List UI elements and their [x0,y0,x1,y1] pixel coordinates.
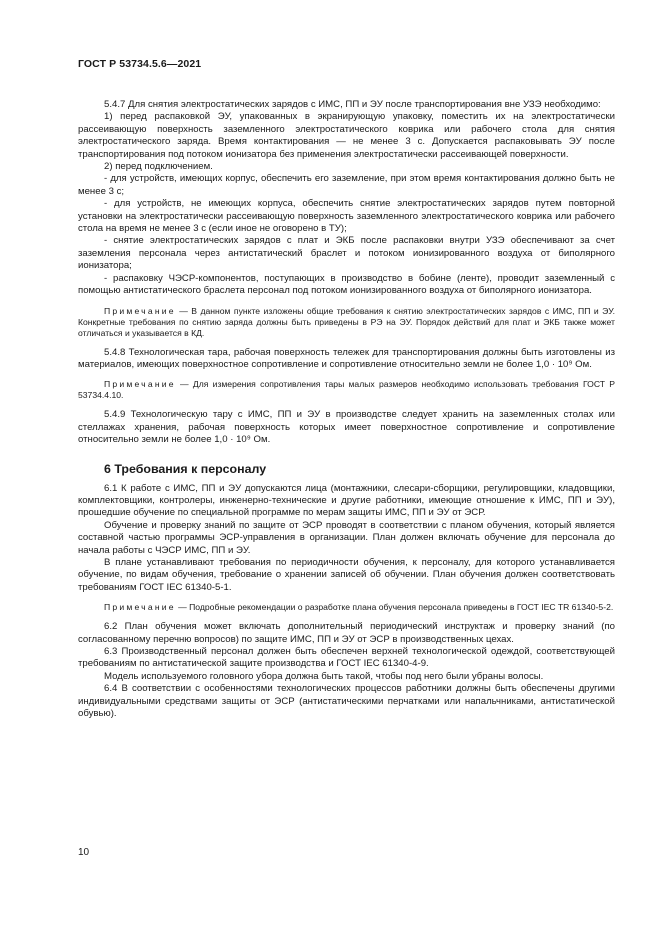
paragraph-training-plan: В плане устанавливают требования по периодичности обучения, к персоналу, для которого устанавливается обучение, по видам обучения, требование о хранении записей об обучении. План обучения должен соответствовать требованиям ГОСТ IEC 61340-5-1. [78,556,615,593]
document-header: ГОСТ Р 53734.5.6—2021 [78,58,202,70]
note-1 [78,306,615,339]
note-1-text: — В данном пункте изложены общие требования к снятию электростатических зарядов с ИМС, ПП и ЭУ. Конкретные требования по снятию заряда должны быть приведены в РЭ на ЭУ. Порядок действий для плат и ЭКБ также может отличаться и указывается в КД. [78,305,615,338]
page-number: 10 [78,847,90,858]
note-label: Примечание [104,379,176,390]
paragraph-training: Обучение и проверку знаний по защите от ЭСР проводят в соответствии с планом обучения, который является составной частью программы ЭСР-управления в организации. План должен включать обучение для персонала до начала работы с ЧЭСР ИМС, ПП и ЭУ. [78,519,615,556]
paragraph-bullet-4: - распаковку ЧЭСР-компонентов, поступающих в производство в бобине (ленте), проводит заземленный с помощью антистатического браслета персонал под потоком ионизированного воздуха от биполярного ионизатора. [78,272,615,297]
note-label: Примечание [104,602,176,613]
paragraph-6-1: 6.1 К работе с ИМС, ПП и ЭУ допускаются лица (монтажники, слесари-сборщики, регулировщики, кладовщики, комплектовщики, контролеры, инженерно-технические и другие работники, имеющие отношение к ИМС, ПП и ЭУ), прошедшие обучение по специальной программе по мерам защиты ИМС, ПП и ЭУ от ЭСР. [78,482,615,519]
note-2 [78,379,615,401]
paragraph-5-4-8: 5.4.8 Технологическая тара, рабочая поверхность тележек для транспортирования должны быть изготовлены из материалов, имеющих поверхностное сопротивление и сопротивление относительно земли не более 1,0 · 10⁹ Ом. [78,346,615,370]
paragraph-6-2: 6.2 План обучения может включать дополнительный периодический инструктаж и проверку знаний (по согласованному перечню вопросов) по защите ИМС, ПП и ЭУ от ЭСР в производственных цехах. [78,621,615,645]
paragraph-item-2: 2) перед подключением. [104,161,213,173]
paragraph-headwear: Модель используемого головного убора должна быть такой, чтобы под него были убраны волосы. [104,670,544,682]
section-6-title: 6 Требования к персоналу [104,461,267,476]
paragraph-item-1: 1) перед распаковкой ЭУ, упакованных в экранирующую упаковку, поместить их на электростатически рассеивающую поверхность заземленного электростатического коврика или рабочего стола для снятия электростатического заряда. Время контактирования — не менее 3 с. Допускается распаковывать ЭУ после транспортирования под потоком ионизатора без применения электростатически рассеивающей поверхности. [78,111,615,160]
note-3 [78,602,615,613]
paragraph-bullet-2: - для устройств, не имеющих корпуса, обеспечить снятие электростатических зарядов путем повторной установки на электростатически рассеивающую поверхность заземленного электростатического коврика или рабочего стола на время не менее 3 с (если иное не оговорено в ТУ); [78,198,615,235]
paragraph-6-3: 6.3 Производственный персонал должен быть обеспечен верхней технологической одеждой, соответствующей требованиям по антистатической защите производства и ГОСТ IEC 61340-4-9. [78,646,615,670]
note-label: Примечание [104,305,176,316]
document-body [78,99,615,720]
paragraph-6-4: 6.4 В соответствии с особенностями технологических процессов работники должны быть обеспечены другими индивидуальными средствами защиты от ЭСР (антистатическими перчатками или напальчниками, антистатической обувью). [78,683,615,720]
paragraph-5-4-7: 5.4.7 Для снятия электростатических зарядов с ИМС, ПП и ЭУ после транспортирования вне УЗЭ необходимо: [104,99,601,110]
paragraph-5-4-9: 5.4.9 Технологическую тару с ИМС, ПП и ЭУ в производстве следует хранить на заземленных столах или стеллажах хранения, рабочая поверхность которых имеет поверхностное сопротивление и сопротивление относительно земли не более 1,0 · 10⁹ Ом. [78,409,615,446]
paragraph-bullet-1: - для устройств, имеющих корпус, обеспечить его заземление, при этом время контактирования должно быть не менее 3 с; [78,173,615,197]
note-2-text: — Для измерения сопротивления тары малых размеров необходимо использовать требования ГОСТ Р 53734.4.10. [78,379,615,401]
paragraph-bullet-3: - снятие электростатических зарядов с плат и ЭКБ после распаковки внутри УЗЭ обеспечивают за счет заземления персонала через антистатический браслет и потоком ионизированного воздуха от биполярного ионизатора; [78,235,615,272]
note-3-text: — Подробные рекомендации о разработке плана обучения персонала приведены в ГОСТ IEC TR 61340-5-2. [175,602,614,613]
